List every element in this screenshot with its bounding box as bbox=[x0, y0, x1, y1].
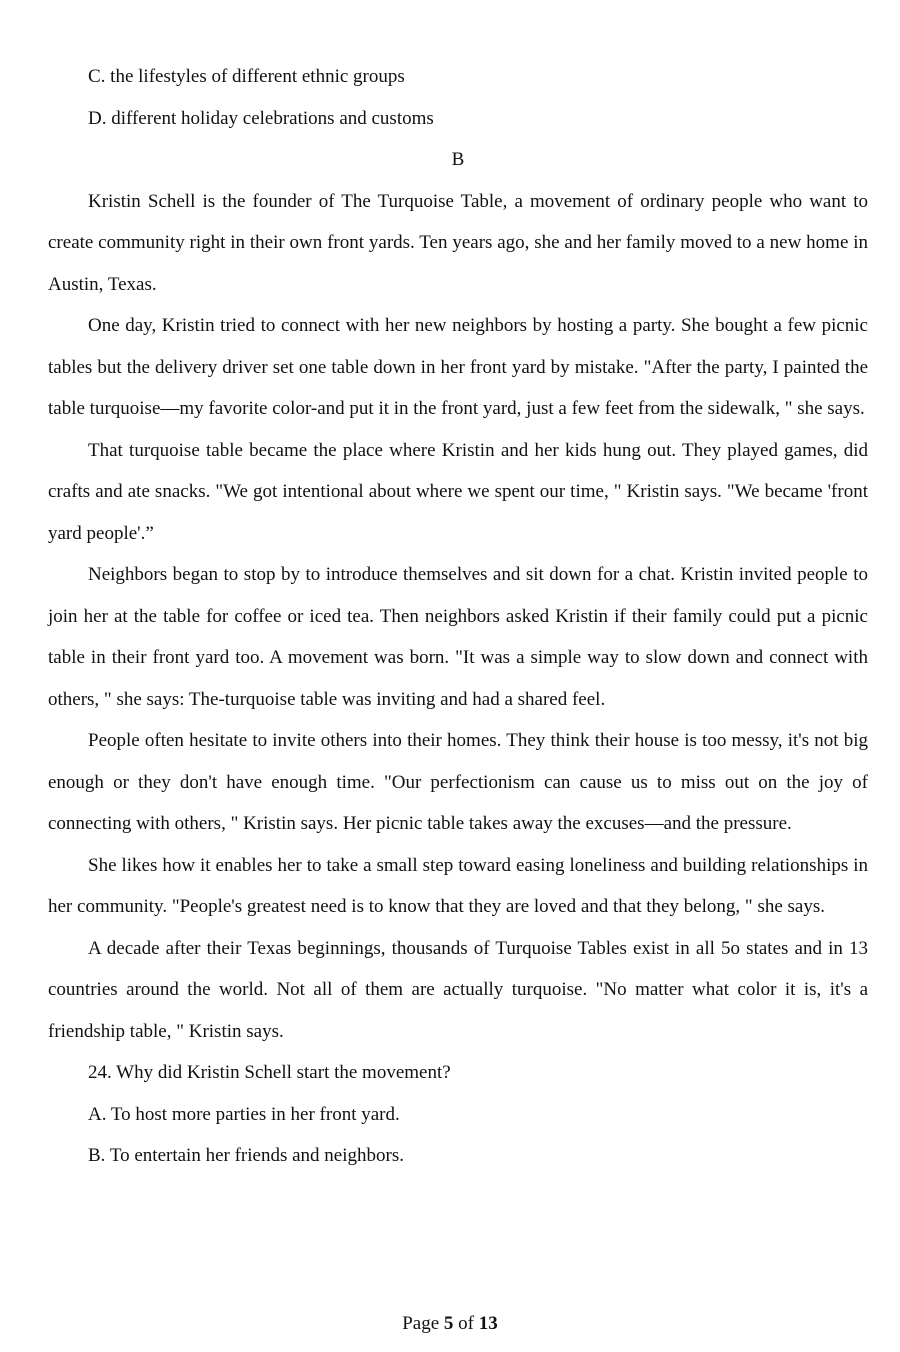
footer-prefix: Page bbox=[402, 1313, 444, 1334]
section-label: B bbox=[451, 149, 465, 170]
paragraph: She likes how it enables her to take a small step toward easing loneliness and building relationships in her community. "People's greatest need is to know that they are loved and that they belong, " she says. bbox=[48, 854, 868, 917]
question-option-a: A. To host more parties in her front yard. bbox=[88, 1103, 400, 1125]
paragraph: One day, Kristin tried to connect with her new neighbors by hosting a party. She bought a few picnic tables but the delivery driver set one table down in her front yard by mistake. "After the party, I painted the table turquoise—my favorite color-and put it in the front yard, just a few feet from the sidewalk, " she says. bbox=[48, 315, 868, 419]
question-option-b: B. To entertain her friends and neighbors. bbox=[88, 1145, 404, 1166]
question-stem: 24. Why did Kristin Schell start the movement? bbox=[88, 1062, 451, 1083]
footer-current-page: 5 bbox=[443, 1313, 454, 1334]
option-c: C. the lifestyles of different ethnic groups bbox=[88, 66, 405, 87]
page-content bbox=[48, 56, 868, 1177]
paragraph: Neighbors began to stop by to introduce themselves and sit down for a chat. Kristin invited people to join her at the table for coffee or iced tea. Then neighbors asked Kristin if their family could put a picnic table in their front yard too. A movement was born. "It was a simple way to slow down and connect with others, " she says: The-turquoise table was inviting and had a shared feel. bbox=[48, 564, 868, 710]
footer-total-pages: 13 bbox=[478, 1313, 498, 1334]
paragraph: That turquoise table became the place where Kristin and her kids hung out. They played games, did crafts and ate snacks. "We got intentional about where we spent our time, " Kristin says. "We became 'front yard people'.” bbox=[48, 439, 868, 544]
paragraph: Kristin Schell is the founder of The Turquoise Table, a movement of ordinary people who want to create community right in their own front yards. Ten years ago, she and her family moved to a new home in Austin, Texas. bbox=[48, 190, 868, 295]
paragraph: A decade after their Texas beginnings, thousands of Turquoise Tables exist in all 5o states and in 13 countries around the world. Not all of them are actually turquoise. "No matter what color it is, it's a friendship table, " Kristin says. bbox=[48, 937, 868, 1042]
paragraph: People often hesitate to invite others into their homes. They think their house is too messy, it's not big enough or they don't have enough time. "Our perfectionism can cause us to miss out on the joy of connecting with others, " Kristin says. Her picnic table takes away the excuses—and the pressure. bbox=[48, 730, 868, 834]
option-d: D. different holiday celebrations and customs bbox=[88, 107, 434, 129]
footer-middle: of bbox=[453, 1313, 479, 1334]
page-footer bbox=[0, 1310, 900, 1338]
